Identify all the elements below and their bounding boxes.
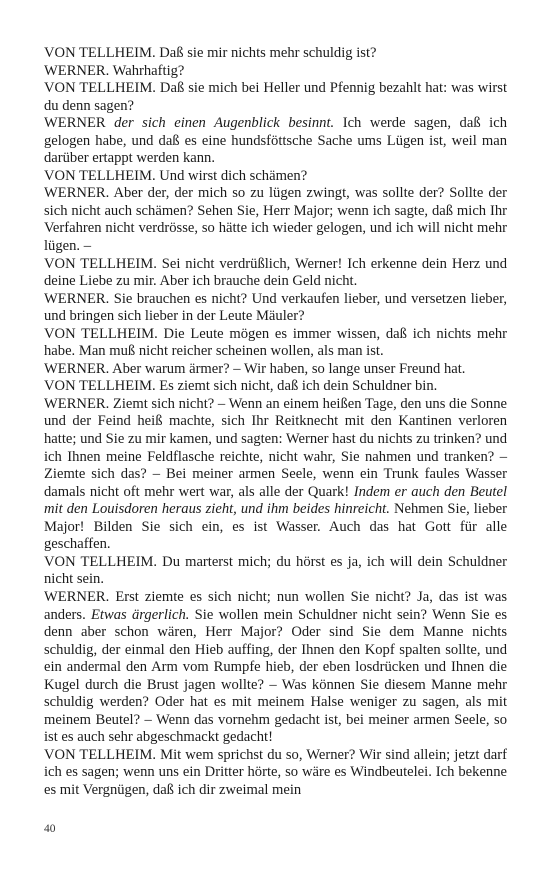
dialogue-text: Nehmen Sie, lieber Major! Bilden Sie sich ein, es ist Wasser. Auch das hat Gott für alle geschaffen. [44,501,508,553]
dialogue-text: VON TELLHEIM. Die Leute mögen es immer wissen, daß ich nichts mehr habe. Man muß nicht reicher scheinen wollen, als man ist. [44,325,507,360]
dialogue-paragraph [44,45,507,63]
dialogue-paragraph [44,378,507,396]
dialogue-paragraph [44,361,507,379]
dialogue-paragraph [44,256,507,291]
dialogue-paragraph [44,185,507,255]
dialogue-paragraph [44,326,507,361]
page-number: 40 [44,823,56,835]
dialogue-text: WERNER. Aber der, der mich so zu lügen zwingt, was sollte der? Sollte der sich nicht auch schämen? Sehen Sie, Herr Major; wenn ich sagte, daß mich Ihr Verfahren nicht verdrösse, so hätte ich wieder gelogen, und ich will nicht mehr lügen. – [44,185,507,255]
dialogue-text: VON TELLHEIM. Daß sie mich bei Heller und Pfennig bezahlt hat: was wirst du denn sagen? [44,80,507,114]
dialogue-paragraph [44,396,507,554]
stage-direction: Indem er auch den Beutel mit den Louisdoren heraus zieht, und ihm beides hinreicht. [44,483,507,518]
dialogue-paragraph [44,554,507,589]
play-text [44,45,507,800]
dialogue-paragraph [44,589,507,747]
dialogue-paragraph [44,747,507,800]
dialogue-text: WERNER. Erst ziemte es sich nicht; nun wollen Sie nicht? Ja, das ist was anders. [44,588,507,623]
dialogue-text: Ich werde sagen, daß ich gelogen habe, und daß es eine hundsföttsche Sache ums Lügen ist, weil man darüber ertappt werden kann. [44,115,507,167]
dialogue-paragraph [44,80,507,115]
stage-direction: der sich einen Augenblick besinnt. [114,115,335,132]
dialogue-text: VON TELLHEIM. Du marterst mich; du hörst es ja, ich will dein Schuldner nicht sein. [44,553,507,588]
dialogue-text: VON TELLHEIM. Mit wem sprichst du so, Werner? Wir sind allein; jetzt darf ich es sagen; wenn uns ein Dritter hörte, so wäre es Windbeutelei. Ich bekenne es mit Vergnügen, daß ich dir zweimal mein [44,746,507,798]
dialogue-text: WERNER. Sie brauchen es nicht? Und verkaufen lieber, und versetzen lieber, und bringen sich lieber in der Leute Mäuler? [44,290,507,325]
dialogue-paragraph [44,168,507,186]
dialogue-paragraph [44,291,507,326]
dialogue-text: VON TELLHEIM. Daß sie mir nichts mehr schuldig ist? [44,45,377,61]
stage-direction: Etwas ärgerlich. [91,606,190,623]
dialogue-paragraph [44,63,507,81]
dialogue-paragraph [44,115,507,168]
dialogue-text: VON TELLHEIM. Und wirst dich schämen? [44,167,308,184]
dialogue-text: WERNER. Aber warum ärmer? – Wir haben, so lange unser Freund hat. [44,360,466,377]
dialogue-text: WERNER [44,115,115,132]
dialogue-text: WERNER. Wahrhaftig? [44,62,185,79]
dialogue-text: WERNER. Ziemt sich nicht? – Wenn an einem heißen Tage, den uns die Sonne und der Feind heiß machte, sich Ihr Reitknecht mit den Kantinen verloren hatte; und Sie zu mir kamen, und sagten: Werner hast du nichts zu trinken? und ich Ihnen meine Feldflasche reichte, nicht wahr, Sie nahmen und tranken? – Ziemte sich das? – Bei meiner armen Seele, wenn ein Trunk faules Wasser damals nicht oft mehr wert war, als alle der Quark! [44,395,507,500]
dialogue-text: VON TELLHEIM. Sei nicht verdrüßlich, Werner! Ich erkenne dein Herz und deine Liebe zu mir. Aber ich brauche dein Geld nicht. [44,255,507,290]
dialogue-text: VON TELLHEIM. Es ziemt sich nicht, daß ich dein Schuldner bin. [44,378,438,395]
dialogue-text: Sie wollen mein Schuldner nicht sein? Wenn Sie es denn aber schon wären, Herr Major? Oder sind Sie dem Manne nichts schuldig, der einmal den Hieb auffing, der Ihnen den Kopf spalten sollte, und ein andermal den Arm vom Rumpfe hieb, der eben losdrücken und Ihnen die Kugel durch die Brust jagen wollte? – Was können Sie diesem Manne mehr schuldig werden? Oder hat es mit meinem Halse weniger zu sagen, als mit meinem Beutel? – Wenn das vornehm gedacht ist, bei meiner armen Seele, so ist es auch sehr abgeschmackt gedacht! [44,606,507,746]
